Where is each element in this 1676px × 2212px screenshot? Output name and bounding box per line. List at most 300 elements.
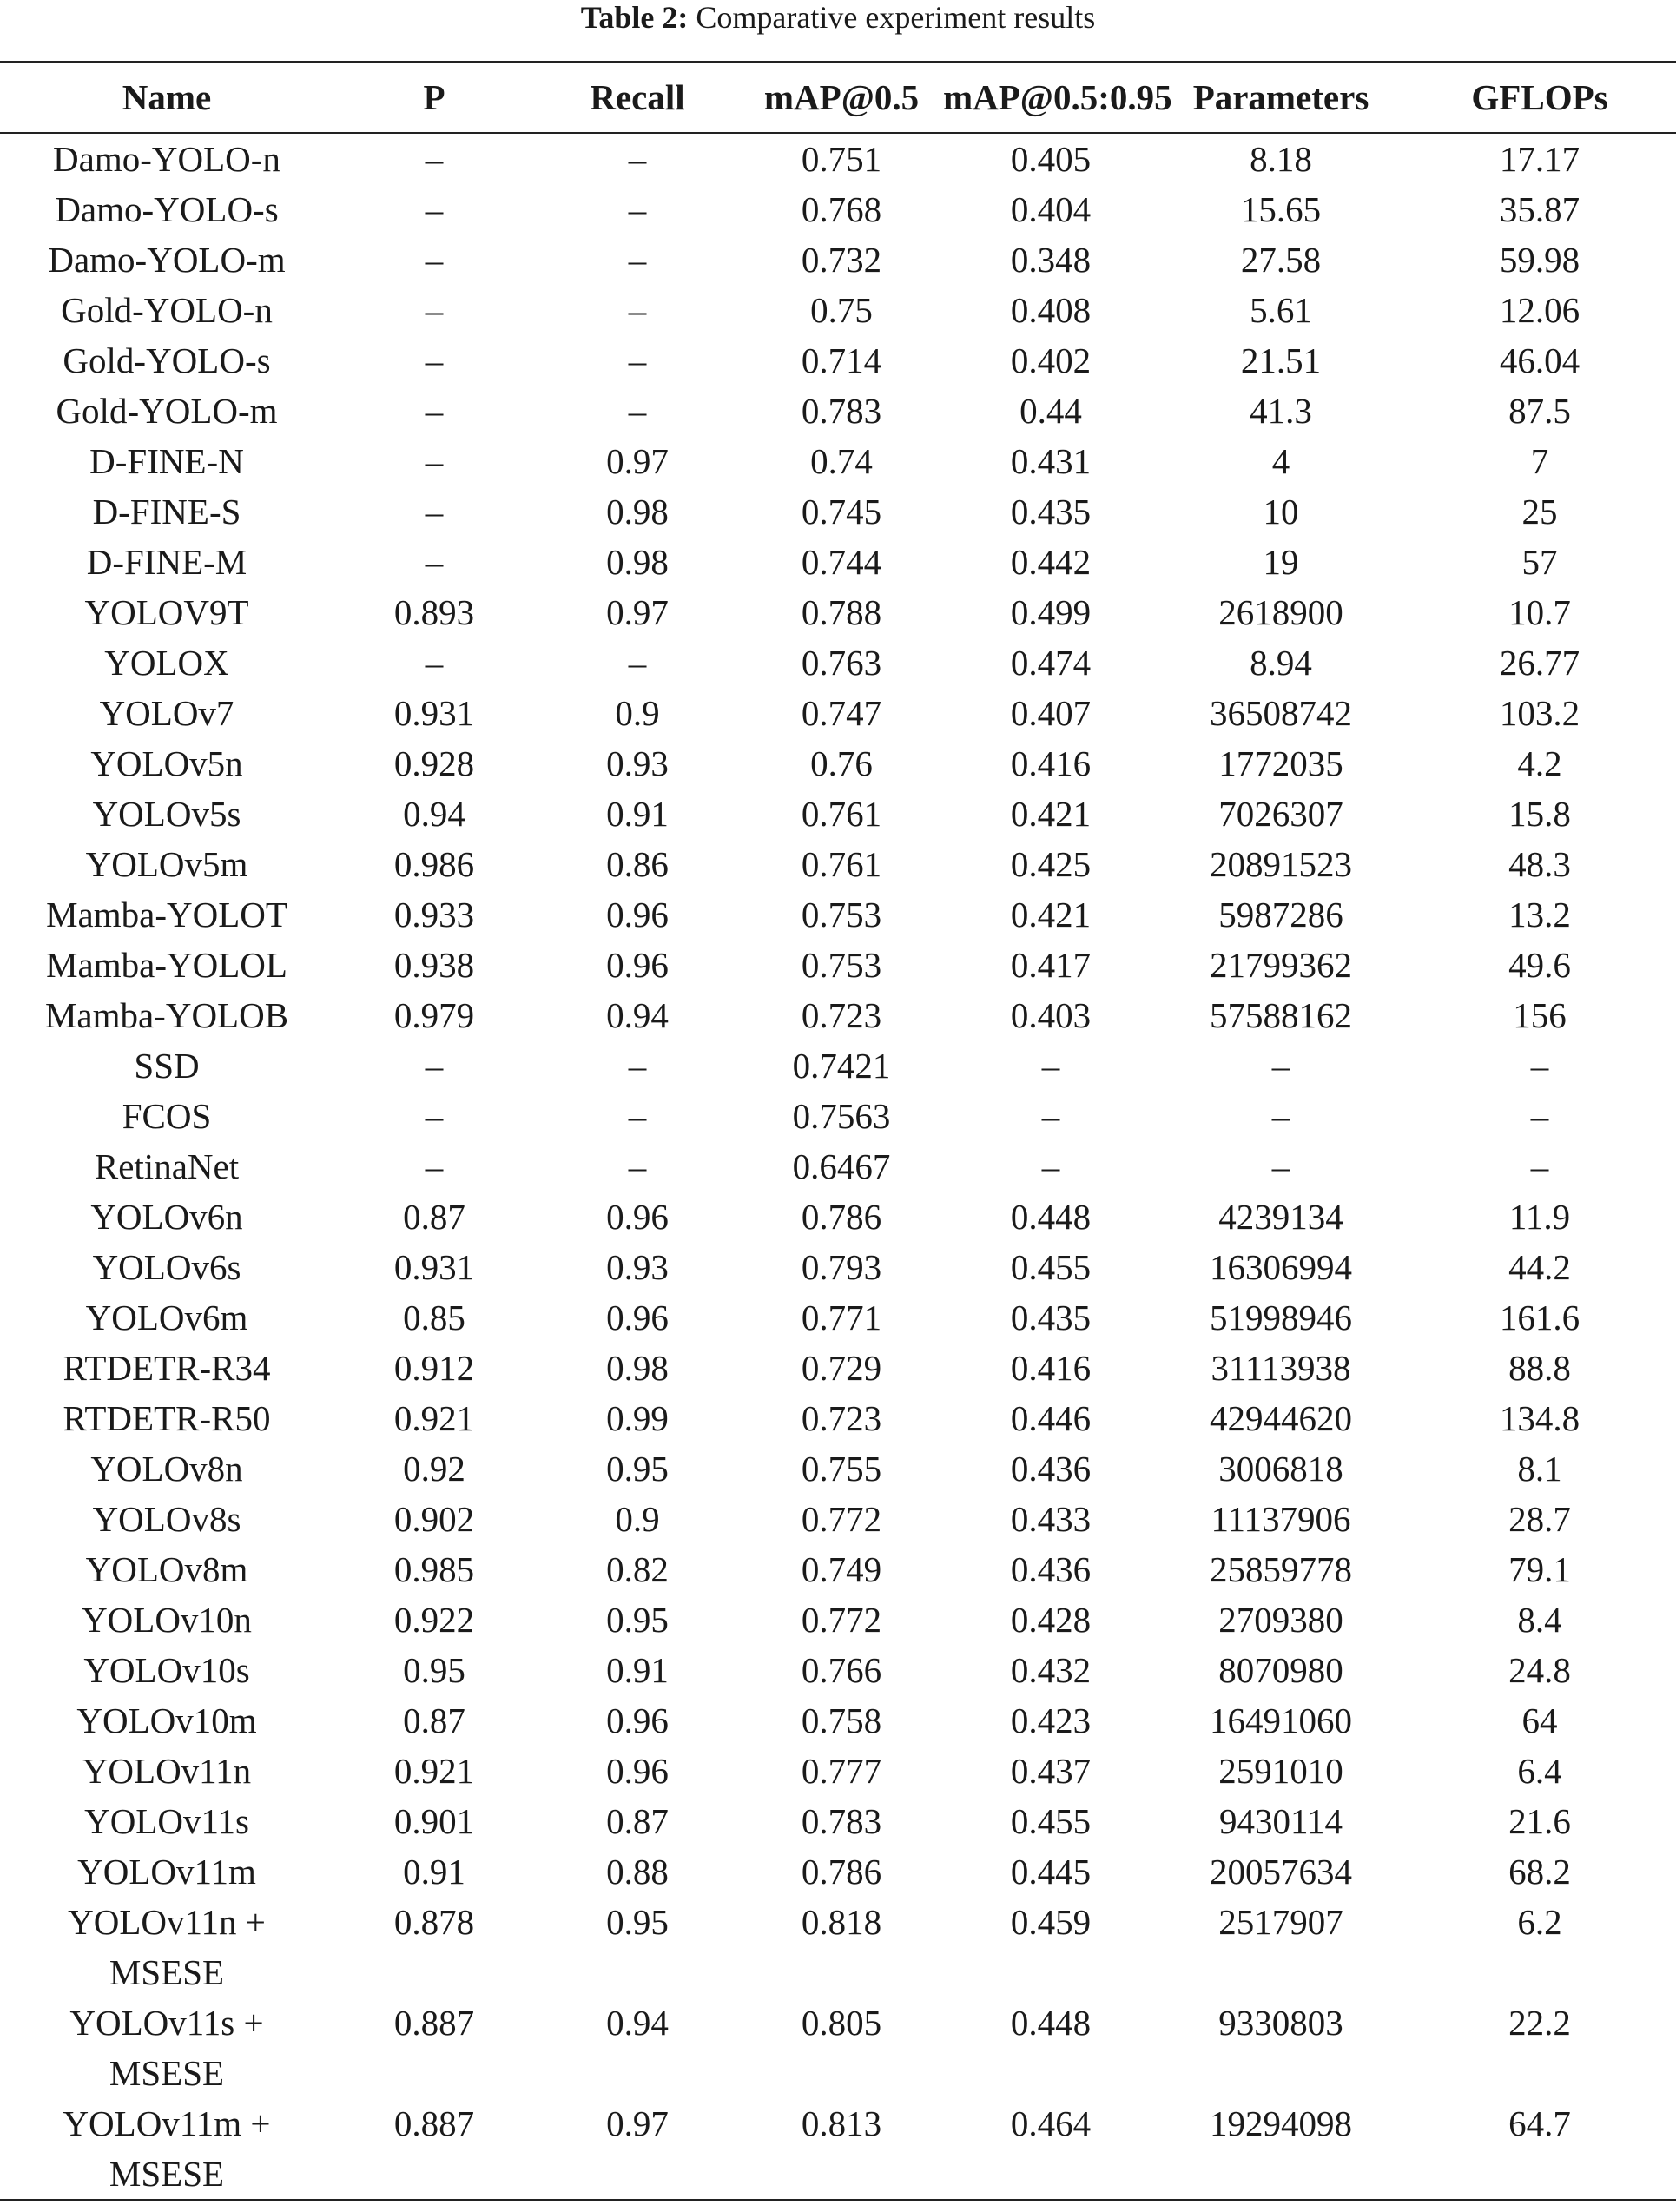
cell-map5095: 0.431 xyxy=(1010,441,1092,481)
cell-params: 41.3 xyxy=(1250,391,1312,431)
cell-gflops: 6.4 xyxy=(1517,1751,1562,1791)
cell-params: 5987286 xyxy=(1218,895,1343,934)
cell-p: – xyxy=(425,1146,444,1186)
cell-name-line: YOLOv10m xyxy=(76,1700,257,1740)
cell-params: – xyxy=(1271,1096,1290,1136)
cell-params: 2517907 xyxy=(1218,1902,1343,1942)
cell-name xyxy=(0,1695,333,1746)
table-row xyxy=(0,1595,1676,1645)
cell-map5095: 0.455 xyxy=(1010,1801,1092,1841)
cell-recall: 0.97 xyxy=(535,2098,740,2200)
cell-gflops: 103.2 xyxy=(1499,693,1580,733)
cell-map50: 0.732 xyxy=(801,240,882,280)
cell-name xyxy=(0,688,333,738)
cell-map5095: 0.464 xyxy=(943,2098,1158,2200)
cell-map50: 0.783 xyxy=(801,1801,882,1841)
cell-params: 11137906 xyxy=(1211,1499,1351,1539)
cell-p: 0.92 xyxy=(403,1449,465,1489)
cell-recall: 0.82 xyxy=(606,1549,669,1589)
cell-name xyxy=(0,1091,333,1141)
cell-name-line: RTDETR-R34 xyxy=(63,1348,271,1388)
cell-recall: 0.95 xyxy=(606,1449,669,1489)
cell-params: 8.94 xyxy=(1250,643,1312,683)
cell-name-line: YOLOX xyxy=(104,643,229,683)
table-row xyxy=(0,1695,1676,1746)
cell-recall: – xyxy=(628,1146,647,1186)
cell-name-line: YOLOv10n xyxy=(82,1600,252,1640)
table-caption xyxy=(0,0,1676,38)
cell-map5095: 0.448 xyxy=(1010,1197,1092,1237)
column-header-map5095: mAP@0.5:0.95 xyxy=(943,62,1158,133)
cell-p: 0.87 xyxy=(403,1700,465,1740)
cell-map50: 0.714 xyxy=(801,340,882,380)
cell-recall: – xyxy=(628,240,647,280)
cell-name xyxy=(0,637,333,688)
cell-map50: 0.772 xyxy=(801,1600,882,1640)
cell-map50: 0.7563 xyxy=(792,1096,891,1136)
cell-p: 0.931 xyxy=(393,693,475,733)
cell-recall: 0.96 xyxy=(606,1197,669,1237)
cell-map5095: 0.442 xyxy=(1010,542,1092,582)
cell-map5095: 0.428 xyxy=(1010,1600,1092,1640)
cell-p: 0.901 xyxy=(393,1801,475,1841)
cell-map5095: 0.403 xyxy=(1010,995,1092,1035)
cell-map50: 0.76 xyxy=(810,743,873,783)
cell-gflops: 57 xyxy=(1521,542,1558,582)
cell-map50: 0.749 xyxy=(801,1549,882,1589)
cell-params: 27.58 xyxy=(1240,240,1322,280)
cell-params: 1772035 xyxy=(1218,743,1343,783)
cell-name-line: D-FINE-S xyxy=(92,492,241,532)
cell-p: – xyxy=(425,492,444,532)
caption-label: Table 2: xyxy=(580,0,689,35)
cell-name-line: YOLOv5m xyxy=(85,844,248,884)
cell-name xyxy=(0,1192,333,1242)
table-row xyxy=(0,1846,1676,1897)
cell-map5095: 0.437 xyxy=(1010,1751,1092,1791)
cell-name xyxy=(0,990,333,1040)
cell-name xyxy=(0,839,333,889)
cell-params: 4239134 xyxy=(1218,1197,1343,1237)
cell-p: 0.985 xyxy=(393,1549,475,1589)
cell-params: 8070980 xyxy=(1218,1650,1343,1690)
cell-p: 0.95 xyxy=(403,1650,465,1690)
cell-params: 21799362 xyxy=(1210,945,1352,985)
table-row xyxy=(0,486,1676,537)
table-row xyxy=(0,789,1676,839)
cell-name-line: RTDETR-R50 xyxy=(63,1398,271,1438)
cell-map5095: 0.405 xyxy=(1010,139,1092,179)
cell-params: 5.61 xyxy=(1250,290,1312,330)
cell-name-line: Damo-YOLO-s xyxy=(55,189,279,229)
cell-name xyxy=(0,285,333,335)
cell-gflops: 134.8 xyxy=(1499,1398,1580,1438)
cell-map5095: 0.436 xyxy=(1010,1449,1092,1489)
cell-name xyxy=(0,133,333,184)
cell-map50: 0.783 xyxy=(801,391,882,431)
cell-map50: 0.7421 xyxy=(792,1046,891,1086)
cell-map50: 0.777 xyxy=(801,1751,882,1791)
cell-map5095: 0.446 xyxy=(1010,1398,1092,1438)
cell-p: 0.938 xyxy=(393,945,475,985)
cell-name xyxy=(0,1544,333,1595)
cell-name xyxy=(0,1443,333,1494)
cell-name xyxy=(0,486,333,537)
cell-map50: 0.753 xyxy=(801,945,882,985)
cell-gflops: 24.8 xyxy=(1508,1650,1571,1690)
cell-map5095: – xyxy=(1041,1146,1060,1186)
cell-name-line: YOLOv6s xyxy=(92,1247,241,1287)
cell-name-line: YOLOv10s xyxy=(83,1650,250,1690)
cell-recall: 0.9 xyxy=(615,1499,660,1539)
table-row xyxy=(0,1192,1676,1242)
cell-recall: 0.96 xyxy=(606,895,669,934)
cell-params: 36508742 xyxy=(1210,693,1352,733)
cell-name-line: SSD xyxy=(134,1046,200,1086)
cell-recall: – xyxy=(628,139,647,179)
cell-map50: 0.729 xyxy=(801,1348,882,1388)
cell-p: 0.87 xyxy=(403,1197,465,1237)
cell-recall: – xyxy=(628,643,647,683)
cell-p: 0.933 xyxy=(393,895,475,934)
cell-name xyxy=(0,1242,333,1292)
cell-map50: 0.818 xyxy=(801,1902,882,1942)
cell-name-line: YOLOv11s xyxy=(84,1801,249,1841)
cell-params: 19 xyxy=(1263,542,1299,582)
table-row xyxy=(0,1242,1676,1292)
cell-recall: 0.95 xyxy=(606,1600,669,1640)
cell-name xyxy=(0,1343,333,1393)
cell-map5095: 0.435 xyxy=(1010,1297,1092,1337)
table-row xyxy=(0,436,1676,486)
cell-map5095: 0.433 xyxy=(1010,1499,1092,1539)
cell-name-line: YOLOv5s xyxy=(92,794,241,834)
cell-name-line: D-FINE-N xyxy=(89,441,244,481)
cell-name-line: YOLOv11m xyxy=(77,1852,256,1892)
cell-map50: 0.786 xyxy=(801,1852,882,1892)
table-row xyxy=(0,1997,1676,2098)
cell-params: 51998946 xyxy=(1210,1297,1352,1337)
cell-map5095: 0.499 xyxy=(1010,592,1092,632)
table-row xyxy=(0,537,1676,587)
table-row xyxy=(0,234,1676,285)
table-row xyxy=(0,184,1676,234)
table-row xyxy=(0,1343,1676,1393)
cell-name xyxy=(0,537,333,587)
cell-map50: 0.74 xyxy=(810,441,873,481)
cell-map5095: 0.448 xyxy=(1010,2003,1092,2043)
cell-map50: 0.768 xyxy=(801,189,882,229)
cell-map5095: 0.421 xyxy=(1010,794,1092,834)
cell-map50: 0.761 xyxy=(801,794,882,834)
caption-text: Comparative experiment results xyxy=(696,0,1096,35)
cell-p: – xyxy=(425,441,444,481)
cell-name xyxy=(0,789,333,839)
cell-name-line: Damo-YOLO-n xyxy=(53,139,280,179)
cell-recall: 0.96 xyxy=(606,1297,669,1337)
cell-map5095: 0.474 xyxy=(1010,643,1092,683)
cell-name-line: YOLOv5n xyxy=(90,743,243,783)
cell-map5095: 0.407 xyxy=(1010,693,1092,733)
cell-map5095: – xyxy=(1041,1046,1060,1086)
cell-name-line: YOLOv8s xyxy=(92,1499,241,1539)
cell-p: 0.887 xyxy=(393,2003,475,2043)
cell-params: 2618900 xyxy=(1218,592,1343,632)
cell-p: 0.902 xyxy=(393,1499,475,1539)
cell-p: – xyxy=(425,189,444,229)
table-row xyxy=(0,133,1676,184)
cell-gflops: 46.04 xyxy=(1499,340,1580,380)
cell-name-line: Mamba-YOLOL xyxy=(46,945,287,985)
cell-p: 0.91 xyxy=(403,1852,465,1892)
results-table xyxy=(0,61,1676,2201)
cell-recall: – xyxy=(628,391,647,431)
cell-recall: 0.9 xyxy=(615,693,660,733)
cell-map50: 0.723 xyxy=(801,1398,882,1438)
cell-map50: 0.793 xyxy=(801,1247,882,1287)
cell-params: 7026307 xyxy=(1218,794,1343,834)
cell-name-line: YOLOV9T xyxy=(84,592,249,632)
cell-name-line: YOLOv11n + xyxy=(68,1902,266,1942)
cell-recall: 0.88 xyxy=(606,1852,669,1892)
cell-map5095: 0.416 xyxy=(1010,743,1092,783)
table-row xyxy=(0,386,1676,436)
cell-recall: 0.97 xyxy=(606,441,669,481)
cell-p: – xyxy=(425,139,444,179)
cell-name xyxy=(0,1595,333,1645)
cell-recall: 0.96 xyxy=(606,1751,669,1791)
cell-name-line: Gold-YOLO-s xyxy=(63,340,271,380)
column-header-gflops: GFLOPs xyxy=(1403,62,1676,133)
table-row xyxy=(0,839,1676,889)
cell-p: 0.931 xyxy=(393,1247,475,1287)
cell-name xyxy=(0,940,333,990)
cell-map5095: 0.423 xyxy=(1010,1700,1092,1740)
table-row xyxy=(0,688,1676,738)
cell-recall: 0.97 xyxy=(606,592,669,632)
cell-map50: 0.723 xyxy=(801,995,882,1035)
cell-params: 57588162 xyxy=(1210,995,1352,1035)
table-header xyxy=(0,62,1676,133)
cell-params: – xyxy=(1271,1046,1290,1086)
cell-params: 31113938 xyxy=(1211,1348,1351,1388)
cell-gflops: 21.6 xyxy=(1508,1801,1571,1841)
cell-map50: 0.753 xyxy=(801,895,882,934)
cell-recall: – xyxy=(628,290,647,330)
cell-name-line: Mamba-YOLOT xyxy=(46,895,287,934)
cell-gflops: 13.2 xyxy=(1508,895,1571,934)
cell-name xyxy=(0,738,333,789)
cell-p: 0.85 xyxy=(403,1297,465,1337)
table-row xyxy=(0,1494,1676,1544)
cell-recall: – xyxy=(628,340,647,380)
table-row xyxy=(0,637,1676,688)
cell-map50: 0.813 xyxy=(740,2098,943,2200)
cell-p: – xyxy=(425,1046,444,1086)
cell-name-line: MSESE xyxy=(109,2154,225,2194)
column-header-map50: mAP@0.5 xyxy=(740,62,943,133)
cell-p: – xyxy=(425,542,444,582)
cell-p: – xyxy=(425,340,444,380)
cell-map5095: 0.425 xyxy=(1010,844,1092,884)
cell-map5095: 0.408 xyxy=(1010,290,1092,330)
cell-gflops: 49.6 xyxy=(1508,945,1571,985)
cell-params: 25859778 xyxy=(1210,1549,1352,1589)
cell-gflops: 10.7 xyxy=(1508,592,1571,632)
cell-map50: 0.745 xyxy=(801,492,882,532)
cell-recall: – xyxy=(628,1046,647,1086)
cell-recall: 0.94 xyxy=(606,995,669,1035)
cell-name xyxy=(0,1141,333,1192)
table-row xyxy=(0,990,1676,1040)
cell-name-line: MSESE xyxy=(109,2053,225,2093)
cell-map50: 0.747 xyxy=(801,693,882,733)
header-row xyxy=(0,62,1676,133)
cell-gflops: 15.8 xyxy=(1508,794,1571,834)
cell-params: 16491060 xyxy=(1210,1700,1352,1740)
cell-params: 8.18 xyxy=(1250,139,1312,179)
cell-gflops: 8.4 xyxy=(1517,1600,1562,1640)
cell-p: 0.986 xyxy=(393,844,475,884)
cell-gflops: – xyxy=(1530,1146,1549,1186)
cell-recall: 0.87 xyxy=(606,1801,669,1841)
table-row xyxy=(0,1393,1676,1443)
cell-name xyxy=(0,386,333,436)
cell-name xyxy=(0,436,333,486)
table-row xyxy=(0,1746,1676,1796)
cell-params: 42944620 xyxy=(1210,1398,1352,1438)
cell-params: – xyxy=(1271,1146,1290,1186)
cell-name xyxy=(0,1846,333,1897)
cell-name-line: MSESE xyxy=(109,1952,225,1992)
cell-name xyxy=(0,1494,333,1544)
cell-params: 15.65 xyxy=(1240,189,1322,229)
cell-recall: 0.98 xyxy=(606,1348,669,1388)
cell-params: 2709380 xyxy=(1218,1600,1343,1640)
cell-gflops: 17.17 xyxy=(1499,139,1580,179)
cell-recall: 0.98 xyxy=(606,542,669,582)
cell-name-line: YOLOv7 xyxy=(99,693,234,733)
cell-recall: 0.91 xyxy=(606,794,669,834)
cell-name-line: Damo-YOLO-m xyxy=(48,240,286,280)
cell-gflops: 64 xyxy=(1521,1700,1558,1740)
cell-map50: 0.771 xyxy=(801,1297,882,1337)
table-row xyxy=(0,335,1676,386)
column-header-params: Parameters xyxy=(1158,62,1403,133)
cell-params: 16306994 xyxy=(1210,1247,1352,1287)
cell-recall: 0.94 xyxy=(606,2003,669,2043)
cell-params: 9330803 xyxy=(1218,2003,1343,2043)
cell-name xyxy=(0,1393,333,1443)
cell-map5095: 0.421 xyxy=(1010,895,1092,934)
cell-map5095: 0.436 xyxy=(1010,1549,1092,1589)
cell-name-line: YOLOv6n xyxy=(90,1197,243,1237)
cell-gflops: 4.2 xyxy=(1517,743,1562,783)
cell-name-line: YOLOv8m xyxy=(85,1549,248,1589)
cell-map50: 0.744 xyxy=(801,542,882,582)
cell-map50: 0.772 xyxy=(801,1499,882,1539)
cell-gflops: – xyxy=(1530,1096,1549,1136)
cell-recall: – xyxy=(628,189,647,229)
cell-params: 19294098 xyxy=(1158,2098,1403,2200)
table-row xyxy=(0,889,1676,940)
cell-name-line: FCOS xyxy=(122,1096,212,1136)
table-row xyxy=(0,1897,1676,1997)
cell-p: 0.979 xyxy=(393,995,475,1035)
cell-name xyxy=(0,1796,333,1846)
cell-gflops: 87.5 xyxy=(1508,391,1571,431)
cell-map50: 0.761 xyxy=(801,844,882,884)
cell-map50: 0.766 xyxy=(801,1650,882,1690)
table-row xyxy=(0,738,1676,789)
cell-gflops: 156 xyxy=(1513,995,1567,1035)
cell-name xyxy=(0,1292,333,1343)
cell-params: 20891523 xyxy=(1210,844,1352,884)
column-header-name: Name xyxy=(0,62,333,133)
cell-p: – xyxy=(425,240,444,280)
cell-name-line: YOLOv11n xyxy=(82,1751,252,1791)
cell-p: – xyxy=(425,391,444,431)
table-row xyxy=(0,940,1676,990)
cell-p: 0.928 xyxy=(393,743,475,783)
cell-recall: – xyxy=(628,1096,647,1136)
cell-gflops: 12.06 xyxy=(1499,290,1580,330)
cell-p: 0.912 xyxy=(393,1348,475,1388)
cell-map50: 0.755 xyxy=(801,1449,882,1489)
cell-gflops: 44.2 xyxy=(1508,1247,1571,1287)
cell-map50: 0.6467 xyxy=(792,1146,891,1186)
cell-recall: 0.93 xyxy=(606,1247,669,1287)
cell-map5095: 0.44 xyxy=(1019,391,1082,431)
table-row xyxy=(0,1040,1676,1091)
cell-map5095: 0.417 xyxy=(1010,945,1092,985)
cell-name xyxy=(0,1040,333,1091)
cell-name-line: RetinaNet xyxy=(94,1146,240,1186)
cell-name xyxy=(0,2098,333,2200)
cell-gflops: 25 xyxy=(1521,492,1558,532)
cell-name xyxy=(0,1746,333,1796)
cell-name-line: YOLOv11s + xyxy=(69,2003,264,2043)
cell-params: 4 xyxy=(1271,441,1290,481)
table-row xyxy=(0,1796,1676,1846)
cell-gflops: 79.1 xyxy=(1508,1549,1571,1589)
cell-gflops: 7 xyxy=(1530,441,1549,481)
cell-map50: 0.758 xyxy=(801,1700,882,1740)
cell-name xyxy=(0,335,333,386)
cell-map50: 0.805 xyxy=(801,2003,882,2043)
cell-name-line: Gold-YOLO-m xyxy=(56,391,278,431)
cell-name xyxy=(0,1997,333,2098)
cell-name-line: YOLOv11m + xyxy=(63,2103,271,2143)
cell-name-line: YOLOv6m xyxy=(85,1297,248,1337)
cell-params: 9430114 xyxy=(1219,1801,1343,1841)
cell-map5095: 0.435 xyxy=(1010,492,1092,532)
cell-map50: 0.751 xyxy=(801,139,882,179)
cell-map5095: – xyxy=(1041,1096,1060,1136)
cell-p: 0.94 xyxy=(403,794,465,834)
cell-gflops: 28.7 xyxy=(1508,1499,1571,1539)
cell-recall: 0.96 xyxy=(606,1700,669,1740)
cell-map5095: 0.348 xyxy=(1010,240,1092,280)
table-row xyxy=(0,1091,1676,1141)
cell-p: 0.921 xyxy=(393,1751,475,1791)
cell-recall: 0.91 xyxy=(606,1650,669,1690)
cell-gflops: 68.2 xyxy=(1508,1852,1571,1892)
table-row xyxy=(0,1141,1676,1192)
cell-map5095: 0.432 xyxy=(1010,1650,1092,1690)
cell-gflops: 161.6 xyxy=(1499,1297,1580,1337)
cell-name-line: D-FINE-M xyxy=(86,542,247,582)
